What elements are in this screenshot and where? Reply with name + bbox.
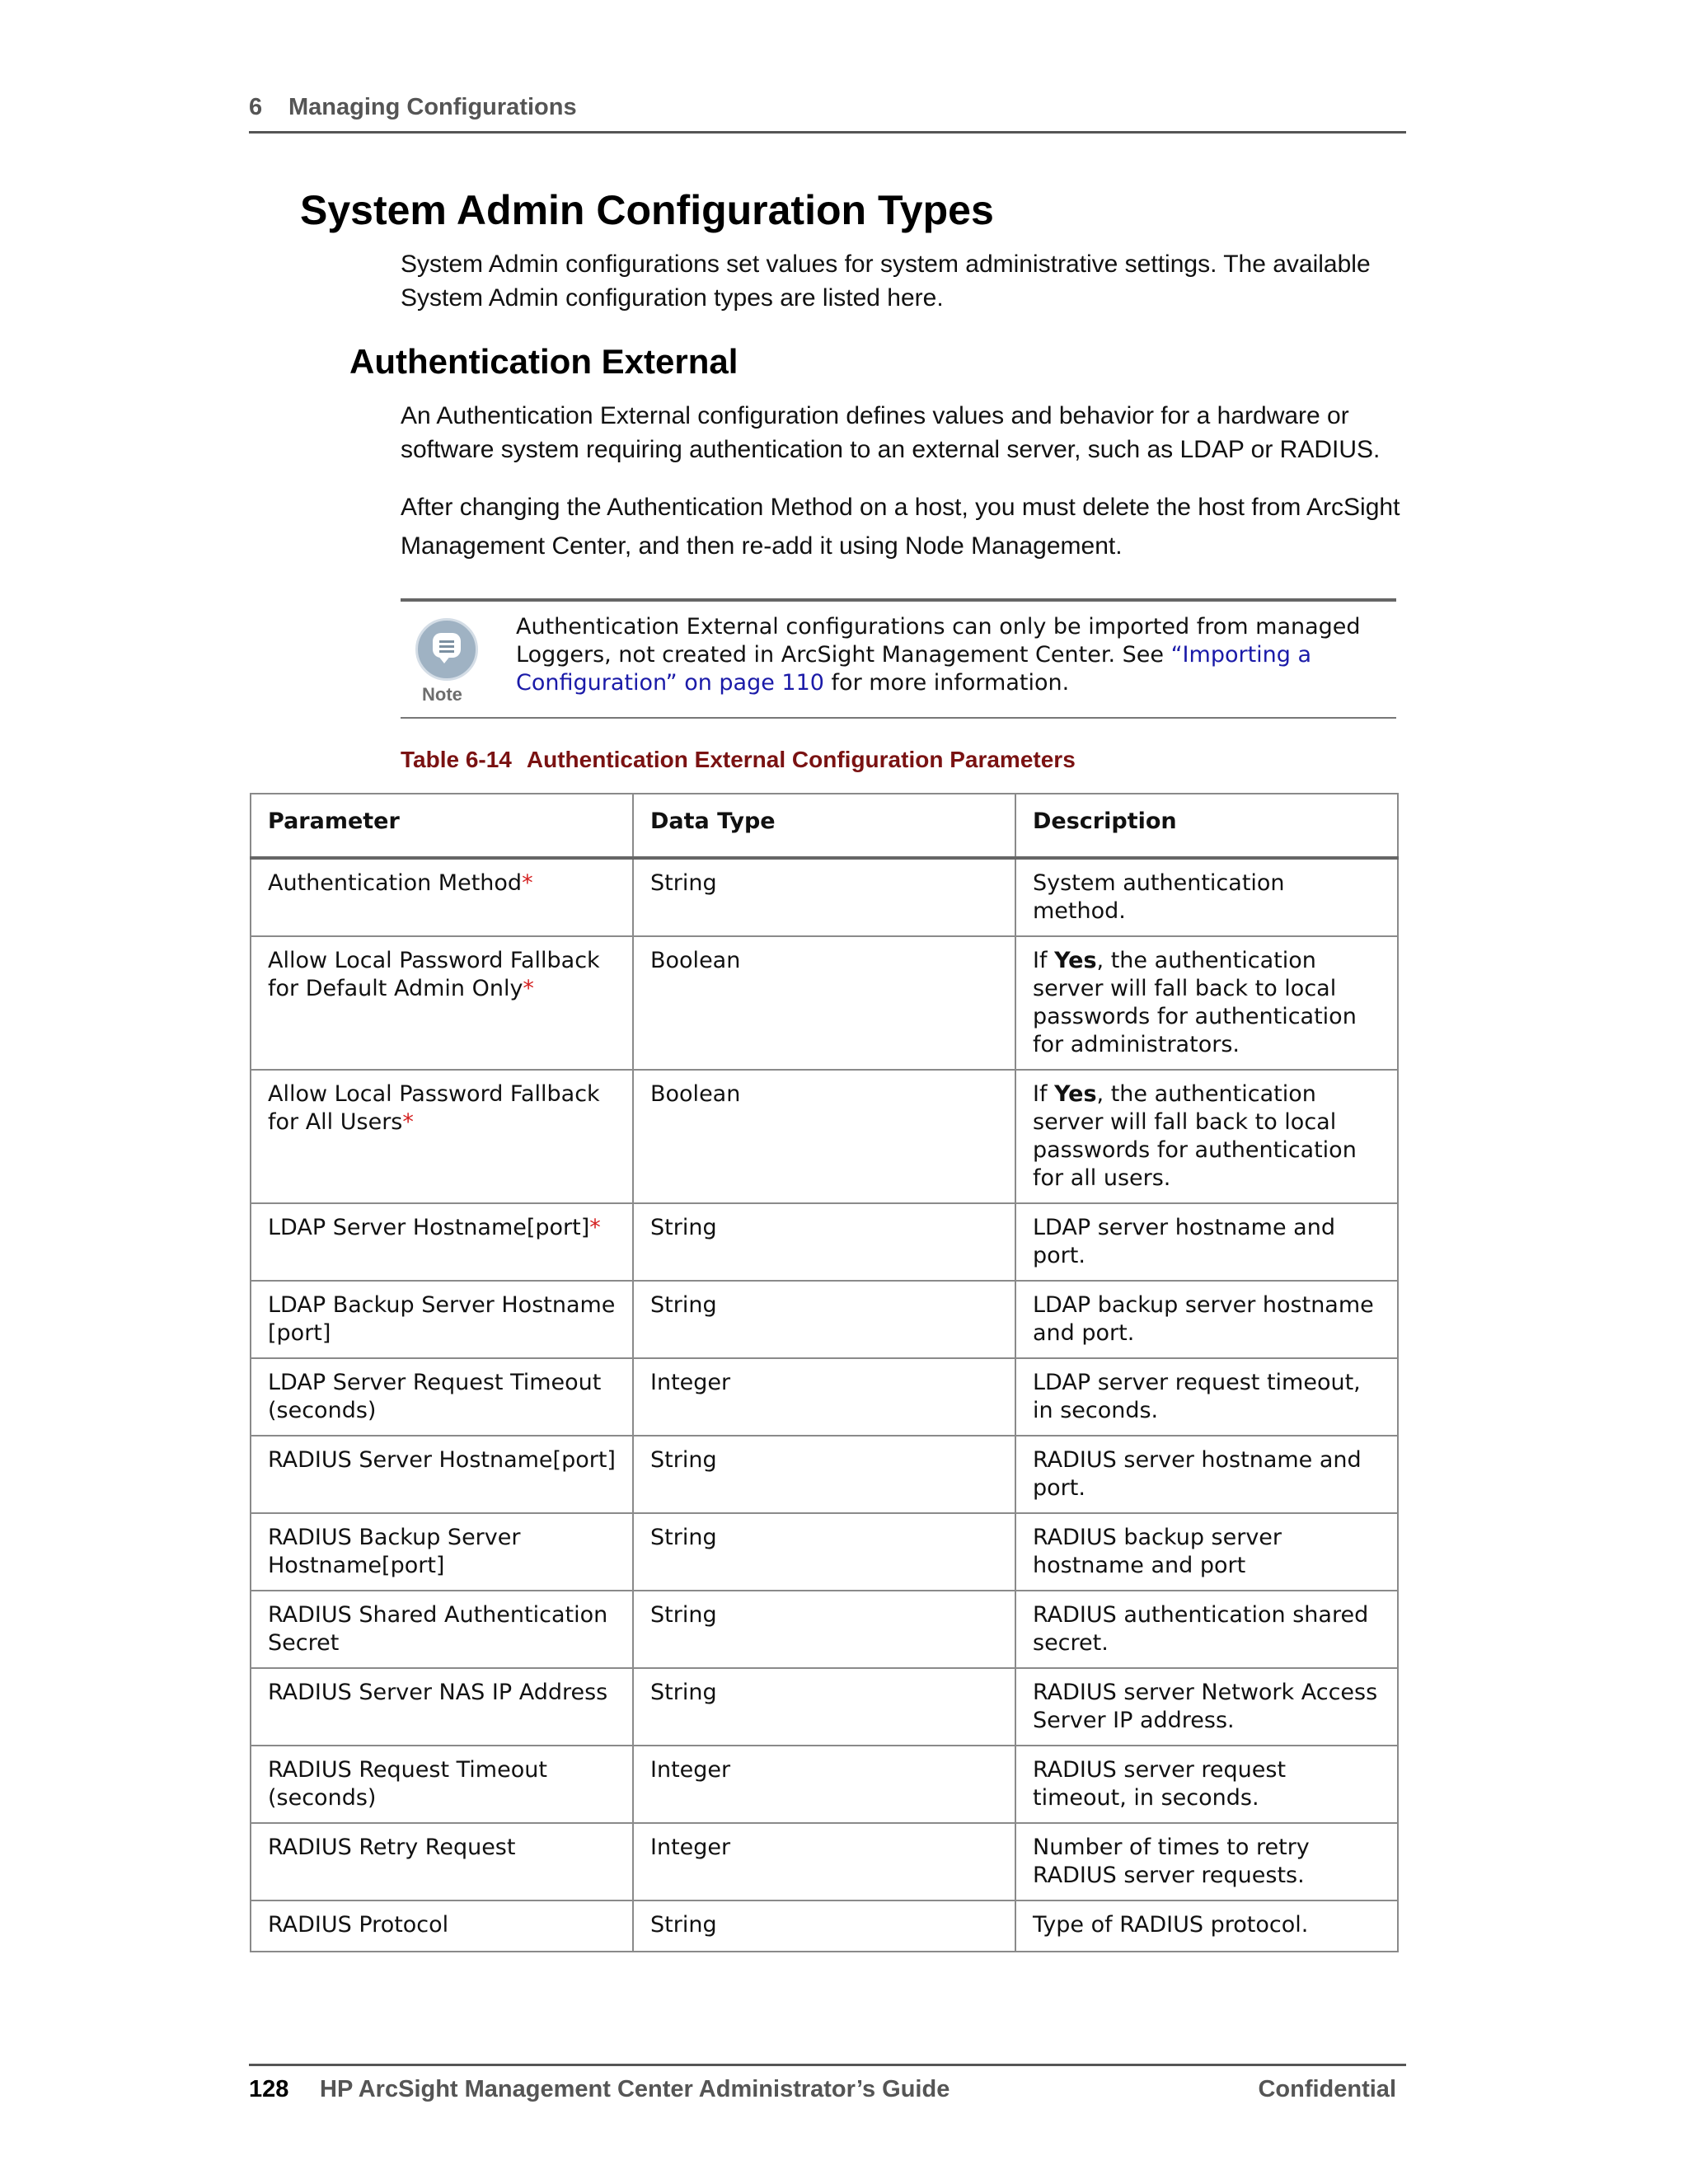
yes-emphasis: Yes (1054, 948, 1097, 973)
table-row (251, 1513, 1398, 1591)
required-marker: * (589, 1215, 601, 1240)
desc-cell: RADIUS authentication shared secret. (1015, 1591, 1398, 1668)
desc-cell: LDAP server hostname and port. (1015, 1203, 1398, 1281)
param-cell: RADIUS Protocol (251, 1900, 633, 1952)
param-cell: Allow Local Password Fallback for All Users* (251, 1070, 633, 1203)
table-header-row (251, 794, 1398, 858)
type-cell: String (633, 858, 1015, 936)
table-row (251, 1900, 1398, 1952)
header-description: Description (1015, 794, 1398, 858)
type-cell: Boolean (633, 936, 1015, 1070)
table-row (251, 1746, 1398, 1823)
table-row (251, 1591, 1398, 1668)
type-cell: String (633, 1203, 1015, 1281)
table-caption (401, 747, 1076, 773)
desc-cell: If Yes, the authentication server will fall back to local passwords for authentication for administrators. (1015, 936, 1398, 1070)
type-cell: Boolean (633, 1070, 1015, 1203)
type-cell: Integer (633, 1746, 1015, 1823)
table-row (251, 858, 1398, 936)
param-cell: LDAP Backup Server Hostname [port] (251, 1281, 633, 1358)
table-row (251, 1358, 1398, 1436)
running-header (249, 89, 1406, 134)
desc-cell: RADIUS server request timeout, in seconds. (1015, 1746, 1398, 1823)
param-cell: RADIUS Server NAS IP Address (251, 1668, 633, 1746)
table-row (251, 1823, 1398, 1900)
yes-emphasis: Yes (1054, 1081, 1097, 1107)
table-number: Table 6-14 (401, 747, 512, 772)
param-cell: LDAP Server Hostname[port]* (251, 1203, 633, 1281)
required-marker: * (402, 1109, 414, 1135)
header-data-type: Data Type (633, 794, 1015, 858)
param-cell: RADIUS Backup Server Hostname[port] (251, 1513, 633, 1591)
required-marker: * (523, 976, 534, 1001)
type-cell: Integer (633, 1358, 1015, 1436)
header-parameter: Parameter (251, 794, 633, 858)
type-cell: String (633, 1591, 1015, 1668)
warning-paragraph: After changing the Authentication Method on a host, you must delete the host from ArcSight Management Center, and then re-add it using Node Management. (401, 494, 1400, 560)
note-text (516, 613, 1390, 697)
required-marker: * (522, 870, 533, 896)
desc-cell: RADIUS server hostname and port. (1015, 1436, 1398, 1513)
table-row (251, 1070, 1398, 1203)
param-cell: RADIUS Server Hostname[port] (251, 1436, 633, 1513)
table-row (251, 1281, 1398, 1358)
confidential-label: Confidential (1258, 2076, 1396, 2102)
table-row (251, 1436, 1398, 1513)
page-number: 128 (249, 2076, 289, 2102)
type-cell: String (633, 1668, 1015, 1746)
desc-cell: System authentication method. (1015, 858, 1398, 936)
guide-title: HP ArcSight Management Center Administrator’s Guide (320, 2076, 950, 2102)
running-footer (249, 2064, 1406, 2107)
table-title: Authentication External Configuration Parameters (526, 747, 1076, 772)
note-label: Note (422, 684, 462, 705)
type-cell: Integer (633, 1823, 1015, 1900)
param-cell: Allow Local Password Fallback for Default Admin Only* (251, 936, 633, 1070)
desc-cell: LDAP server request timeout, in seconds. (1015, 1358, 1398, 1436)
param-cell: RADIUS Request Timeout (seconds) (251, 1746, 633, 1823)
type-cell: String (633, 1436, 1015, 1513)
description-paragraph: An Authentication External configuration defines values and behavior for a hardware or software system requiring authentication to an external server, such as LDAP or RADIUS. (401, 402, 1381, 463)
chapter-title: Managing Configurations (288, 94, 577, 120)
param-cell: Authentication Method* (251, 858, 633, 936)
note-icon (415, 618, 478, 681)
desc-cell: RADIUS server Network Access Server IP address. (1015, 1668, 1398, 1746)
desc-cell: LDAP backup server hostname and port. (1015, 1281, 1398, 1358)
desc-cell: Number of times to retry RADIUS server requests. (1015, 1823, 1398, 1900)
subsection-title: Authentication External (349, 342, 738, 381)
type-cell: String (633, 1281, 1015, 1358)
desc-cell: RADIUS backup server hostname and port (1015, 1513, 1398, 1591)
importing-configuration-link[interactable]: “Importing a Configuration” on page 110 (516, 642, 1312, 696)
type-cell: String (633, 1900, 1015, 1952)
param-cell: RADIUS Retry Request (251, 1823, 633, 1900)
table-row (251, 1668, 1398, 1746)
type-cell: String (633, 1513, 1015, 1591)
param-cell: LDAP Server Request Timeout (seconds) (251, 1358, 633, 1436)
parameters-table (250, 793, 1399, 1952)
note-text-after: for more information. (823, 670, 1070, 696)
section-title: System Admin Configuration Types (300, 187, 994, 233)
table-row (251, 936, 1398, 1070)
desc-cell: If Yes, the authentication server will fall back to local passwords for authentication for all users. (1015, 1070, 1398, 1203)
note-box (401, 598, 1396, 719)
param-cell: RADIUS Shared Authentication Secret (251, 1591, 633, 1668)
note-text-before: Authentication External configurations can only be imported from managed Loggers, not created in ArcSight Management Center. See (516, 614, 1361, 668)
desc-cell: Type of RADIUS protocol. (1015, 1900, 1398, 1952)
intro-paragraph: System Admin configurations set values for system administrative settings. The available System Admin configuration types are listed here. (401, 251, 1371, 312)
chapter-number: 6 (249, 94, 263, 120)
table-row (251, 1203, 1398, 1281)
